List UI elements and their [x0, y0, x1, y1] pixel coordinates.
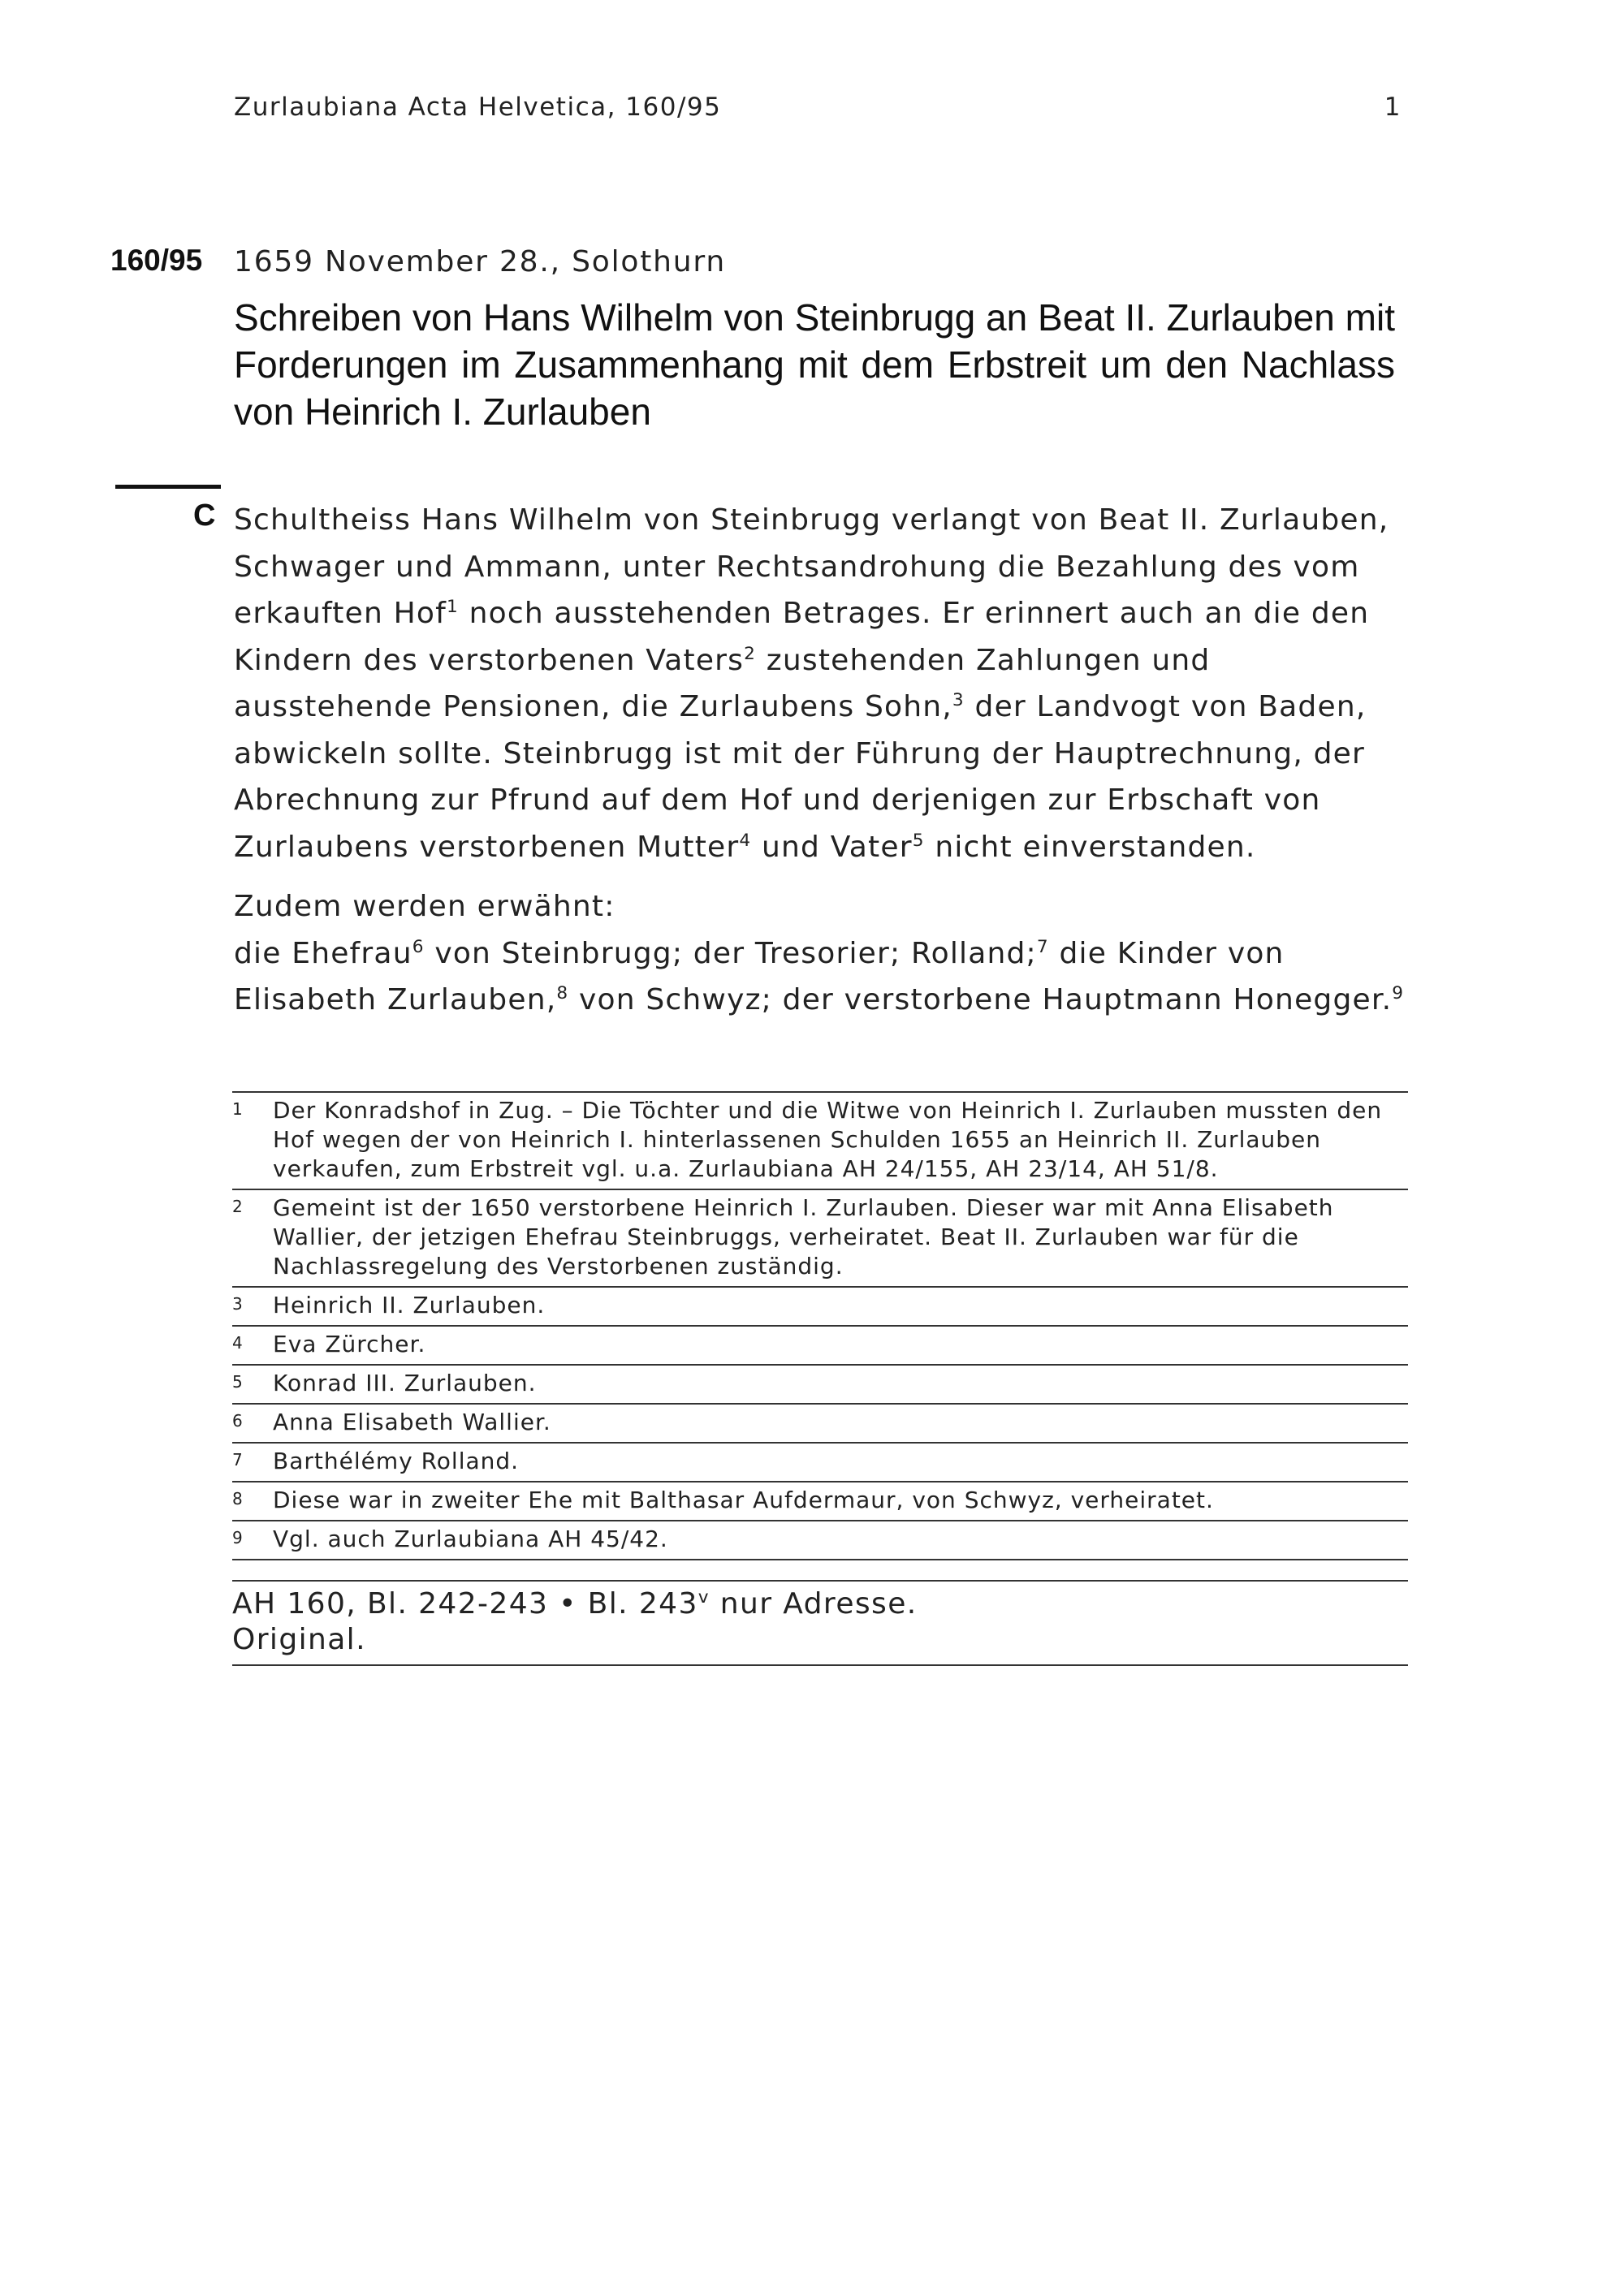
- summary-text: noch ausstehenden Betrages. Er erinnert auch an die den Kindern des verstorbenen Vaters: [234, 597, 1370, 677]
- summary-text: Schultheiss Hans Wilhelm von Steinbrugg verlangt von Beat II. Zurlauben, Schwager und Ammann, unter Rechtsandrohung die Bezahlung des vom erkauften Hof: [234, 503, 1389, 630]
- document-title: Schreiben von Hans Wilhelm von Steinbrugg an Beat II. Zurlauben mit Forderungen im Zusammenhang mit dem Erbstreit um den Nachlass von Heinrich I. Zurlauben: [234, 296, 1395, 433]
- document-type-letter: C: [193, 498, 216, 533]
- mentions-heading: Zudem werden erwähnt:: [234, 890, 615, 923]
- footnote-number: 2: [232, 1197, 244, 1216]
- footnote-number: 3: [232, 1294, 244, 1314]
- footnote: [232, 1327, 1408, 1366]
- footnote: [232, 1093, 1408, 1190]
- mentions-text: die Ehefrau: [234, 936, 412, 970]
- verso-mark: v: [698, 1587, 710, 1608]
- footnote: [232, 1366, 1408, 1405]
- summary: [234, 497, 1411, 1024]
- footnote-ref[interactable]: 3: [952, 690, 965, 710]
- summary-text: nicht einverstanden.: [935, 830, 1256, 864]
- footnote-text: Diese war in zweiter Ehe mit Balthasar Aufdermaur, von Schwyz, verheiratet.: [273, 1487, 1214, 1513]
- mentions-paragraph: [234, 883, 1411, 1024]
- source-note: nur Adresse.: [719, 1587, 918, 1621]
- source-location: AH 160, Bl. 242-243 • Bl. 243: [232, 1587, 698, 1621]
- footnote-number: 6: [232, 1411, 244, 1431]
- footnote-ref[interactable]: 7: [1036, 936, 1049, 957]
- section-rule: [115, 485, 221, 489]
- footnote-text: Barthélémy Rolland.: [273, 1448, 520, 1474]
- footnote: [232, 1288, 1408, 1327]
- footnote-number: 4: [232, 1333, 244, 1353]
- source-location-line: [232, 1586, 1408, 1622]
- footnote-ref[interactable]: 9: [1392, 983, 1405, 1003]
- footnote-number: 8: [232, 1489, 244, 1508]
- footnote-number: 7: [232, 1450, 244, 1470]
- summary-text: der Landvogt von Baden, abwickeln sollte. Steinbrugg ist mit der Führung der Hauptrechnung, der Abrechnung zur Pfrund auf dem Hof und derjenigen zur Erbschaft von Zurlaubens verstorbenen Mutter: [234, 690, 1367, 864]
- footnotes: [232, 1091, 1408, 1560]
- footnote-text: Der Konradshof in Zug. – Die Töchter und die Witwe von Heinrich I. Zurlauben mussten den Hof wegen der von Heinrich I. hinterlassenen Schulden 1655 an Heinrich II. Zurlauben verkaufen, zum Erbstreit vgl. u.a. Zurlaubiana AH 24/155, AH 23/14, AH 51/8.: [273, 1097, 1383, 1182]
- footnote-ref[interactable]: 4: [739, 830, 752, 851]
- footnote-text: Gemeint ist der 1650 verstorbene Heinrich I. Zurlauben. Dieser war mit Anna Elisabeth Wallier, der jetzigen Ehefrau Steinbruggs, verheiratet. Beat II. Zurlauben war für die Nachlassregelung des Verstorbenen zuständig.: [273, 1194, 1334, 1280]
- mentions-text: von Schwyz; der verstorbene Hauptmann Honegger.: [578, 983, 1393, 1016]
- footnote-text: Heinrich II. Zurlauben.: [273, 1292, 546, 1318]
- footnote: [232, 1444, 1408, 1482]
- document-date-place: 1659 November 28., Solothurn: [234, 245, 726, 278]
- footnote-ref[interactable]: 6: [412, 936, 425, 957]
- footnote: [232, 1521, 1408, 1560]
- summary-text: zustehenden Zahlungen und ausstehende Pensionen, die Zurlaubens Sohn,: [234, 643, 1211, 723]
- footnote-text: Konrad III. Zurlauben.: [273, 1370, 537, 1396]
- running-title: Zurlaubiana Acta Helvetica, 160/95: [234, 93, 722, 122]
- footnote-text: Eva Zürcher.: [273, 1331, 426, 1357]
- footnote-number: 9: [232, 1528, 244, 1547]
- summary-text: und Vater: [762, 830, 913, 864]
- mentions-text: die Kinder von Elisabeth Zurlauben,: [234, 936, 1285, 1016]
- footnote-number: 1: [232, 1099, 244, 1119]
- footnote-ref[interactable]: 5: [912, 830, 925, 851]
- footnote: [232, 1482, 1408, 1521]
- footnote-ref[interactable]: 2: [744, 643, 757, 664]
- document-number: 160/95: [110, 244, 203, 277]
- footnote-text: Anna Elisabeth Wallier.: [273, 1409, 551, 1435]
- source-reference: [232, 1580, 1408, 1666]
- footnote-ref[interactable]: 8: [556, 983, 569, 1003]
- summary-paragraph: [234, 497, 1411, 870]
- footnote-text: Vgl. auch Zurlaubiana AH 45/42.: [273, 1526, 668, 1552]
- footnote-number: 5: [232, 1372, 244, 1392]
- mentions-text: von Steinbrugg; der Tresorier; Rolland;: [434, 936, 1037, 970]
- footnote: [232, 1190, 1408, 1288]
- footnote-ref[interactable]: 1: [446, 597, 459, 617]
- source-status: Original.: [232, 1623, 366, 1656]
- running-header: [234, 93, 1410, 122]
- footnote: [232, 1405, 1408, 1444]
- page-number: 1: [1384, 93, 1402, 122]
